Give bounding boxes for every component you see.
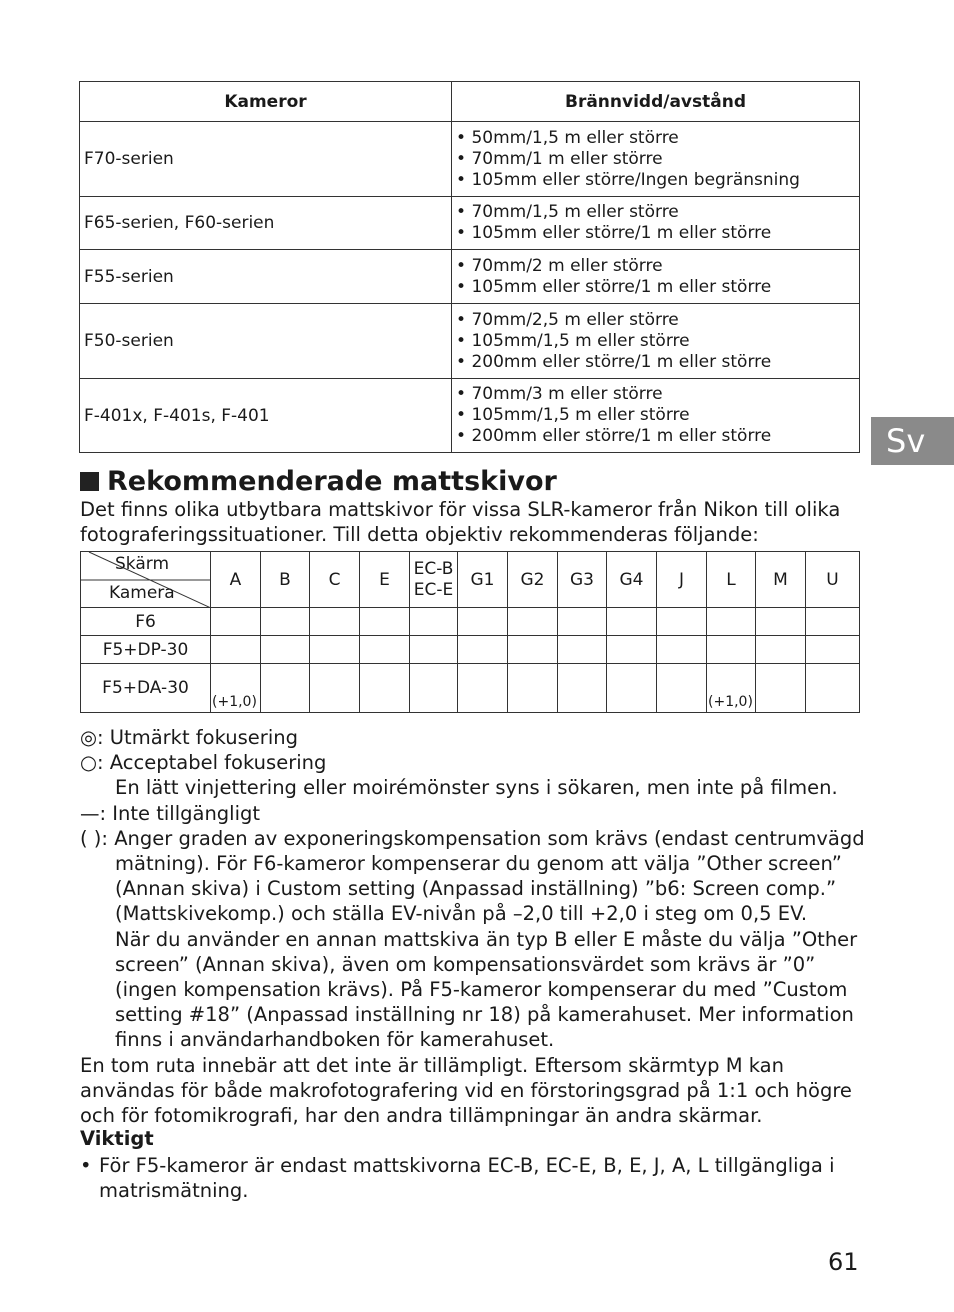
camera-cell: F55-serien bbox=[80, 250, 452, 304]
section-heading bbox=[80, 466, 557, 497]
important-heading: Viktigt bbox=[80, 1127, 154, 1150]
language-tab: Sv bbox=[871, 417, 954, 465]
legend-paren-line: (ingen kompensation krävs). På F5-kameror kompenserar du med ”Custom bbox=[115, 978, 848, 1002]
important-text: För F5-kameror är endast mattskivorna EC-B, EC-E, B, E, J, A, L tillgängliga i matrismätning. bbox=[99, 1154, 835, 1202]
ec-b-label: EC-B bbox=[413, 558, 454, 579]
compensation-value: (+1,0) bbox=[707, 664, 756, 713]
column-header: G3 bbox=[558, 552, 607, 608]
legend-paren-line: När du använder en annan mattskiva än typ B eller E måste du välja ”Other bbox=[115, 927, 858, 951]
section-title: Rekommenderade mattskivor bbox=[107, 466, 557, 497]
row-label: F5+DP-30 bbox=[81, 636, 211, 664]
column-header: C bbox=[310, 552, 360, 608]
distance-item: • 105mm eller större/1 m eller större bbox=[456, 277, 858, 298]
column-header: M bbox=[756, 552, 806, 608]
distance-item: • 70mm/2,5 m eller större bbox=[456, 310, 858, 331]
distance-item: • 200mm eller större/1 m eller större bbox=[456, 426, 858, 447]
important-bullet bbox=[80, 1153, 860, 1203]
camera-cell: F65-serien, F60-serien bbox=[80, 197, 452, 250]
square-bullet-icon bbox=[80, 472, 99, 491]
column-header: U bbox=[806, 552, 860, 608]
legend-paren-line: (Mattskivekomp.) och ställa EV-nivån på –2,0 till +2,0 i steg om 0,5 EV. bbox=[115, 902, 808, 926]
corner-cell bbox=[81, 552, 211, 608]
distance-cell bbox=[452, 122, 860, 197]
corner-camera-label: Kamera bbox=[109, 583, 175, 603]
parentheses-symbol: ( ) bbox=[80, 826, 102, 850]
distance-cell bbox=[452, 379, 860, 453]
focal-distance-table bbox=[79, 81, 860, 453]
column-header: E bbox=[360, 552, 410, 608]
intro-paragraph: Det finns olika utbytbara mattskivor för vissa SLR-kameror från Nikon till olika fotograferingssituationer. Till detta objektiv rekommenderas följande: bbox=[80, 498, 841, 546]
legend-paren-line: screen” (Annan skiva), även om kompensationsvärdet som krävs är ”0” bbox=[115, 952, 816, 976]
legend-paren-line: (Annan skiva) i Custom setting (Anpassad inställning) ”b6: Screen comp.” bbox=[115, 877, 837, 901]
screen-table bbox=[80, 551, 860, 713]
legend-not-available: : Inte tillgängligt bbox=[99, 801, 261, 825]
column-header bbox=[410, 552, 458, 608]
distance-item: • 70mm/3 m eller större bbox=[456, 384, 858, 405]
double-circle-icon: ◎ bbox=[80, 726, 98, 749]
legend-paren-line: finns i användarhandboken för kamerahuset. bbox=[115, 1028, 555, 1052]
distance-cell bbox=[452, 304, 860, 379]
column-header: G4 bbox=[607, 552, 657, 608]
legend bbox=[80, 725, 880, 1128]
page-number: 61 bbox=[828, 1248, 859, 1276]
distance-cell bbox=[452, 197, 860, 250]
distance-item: • 105mm eller större/Ingen begränsning bbox=[456, 170, 858, 191]
distance-item: • 105mm/1,5 m eller större bbox=[456, 405, 858, 426]
column-header: L bbox=[707, 552, 756, 608]
legend-paren-line: : Anger graden av exponeringskompensation som krävs (endast centrumvägd bbox=[101, 826, 865, 850]
column-header: G2 bbox=[508, 552, 558, 608]
distance-item: • 70mm/1,5 m eller större bbox=[456, 202, 858, 223]
circle-icon: ○ bbox=[80, 751, 98, 775]
legend-excellent: : Utmärkt fokusering bbox=[97, 726, 298, 749]
row-label: F5+DA-30 bbox=[81, 664, 211, 713]
distance-item: • 105mm eller större/1 m eller större bbox=[456, 223, 858, 244]
distance-item: • 105mm/1,5 m eller större bbox=[456, 331, 858, 352]
distance-item: • 70mm/2 m eller större bbox=[456, 256, 858, 277]
column-header: B bbox=[261, 552, 310, 608]
column-header: J bbox=[657, 552, 707, 608]
ec-e-label: EC-E bbox=[413, 579, 454, 600]
distance-item: • 70mm/1 m eller större bbox=[456, 149, 858, 170]
column-header: A bbox=[211, 552, 261, 608]
legend-acceptable: : Acceptabel fokusering bbox=[97, 751, 327, 775]
dash-icon: — bbox=[80, 801, 100, 825]
camera-cell: F50-serien bbox=[80, 304, 452, 379]
legend-acceptable-note: En lätt vinjettering eller moirémönster syns i sökaren, men inte på filmen. bbox=[115, 776, 838, 800]
header-cameras: Kameror bbox=[80, 82, 452, 122]
camera-cell: F-401x, F-401s, F-401 bbox=[80, 379, 452, 453]
distance-cell bbox=[452, 250, 860, 304]
distance-item: • 200mm eller större/1 m eller större bbox=[456, 352, 858, 373]
bullet-icon: • bbox=[80, 1154, 92, 1177]
column-header: G1 bbox=[458, 552, 508, 608]
empty-cell-note: En tom ruta innebär att det inte är tillämpligt. Eftersom skärmtyp M kan användas för både makrofotografering vid en förstoringsgrad på 1:1 och högre och för fotomikrografi, har den andra tillämpningar än andra skärmar. bbox=[80, 1053, 852, 1128]
distance-item: • 50mm/1,5 m eller större bbox=[456, 128, 858, 149]
legend-paren-line: mätning). För F6-kameror kompenserar du genom att välja ”Other screen” bbox=[115, 852, 842, 876]
legend-paren-line: setting #18” (Anpassad inställning nr 18) på kamerahuset. Mer information bbox=[115, 1003, 854, 1027]
corner-screen-label: Skärm bbox=[115, 554, 170, 574]
compensation-value: (+1,0) bbox=[211, 664, 261, 713]
row-label: F6 bbox=[81, 608, 211, 636]
camera-cell: F70-serien bbox=[80, 122, 452, 197]
header-focal-distance: Brännvidd/avstånd bbox=[452, 82, 860, 122]
